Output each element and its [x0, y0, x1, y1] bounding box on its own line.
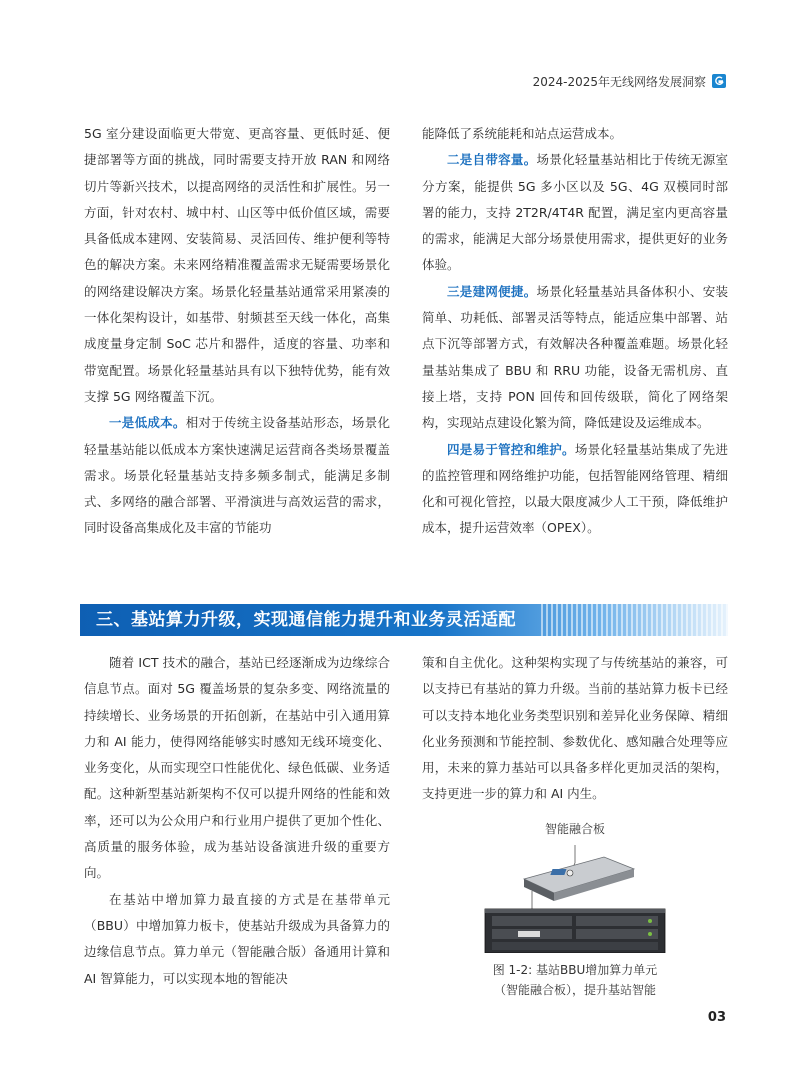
paragraph: 能降低了系统能耗和站点运营成本。 [422, 126, 623, 141]
paragraph: 在基站中增加算力最直接的方式是在基带单元（BBU）中增加算力板卡，使基站升级成为具备算力的边缘信息节点。算力单元（智能融合版）备通用计算和 AI 智算能力，可以实现本地的智能决 [84, 891, 390, 986]
brand-logo-icon [712, 74, 726, 88]
header-title: 2024-2025年无线网络发展洞察 [532, 74, 706, 89]
top-right-column [422, 121, 728, 542]
page-number: 03 [707, 1010, 726, 1025]
paragraph [422, 279, 728, 437]
section-heading-bar [80, 604, 728, 636]
paragraph [422, 147, 728, 278]
top-left-column [84, 121, 390, 542]
highlight-heading: 四是易于管控和维护。 [447, 441, 575, 457]
running-header [533, 72, 726, 90]
paragraph: 随着 ICT 技术的融合，基站已经逐渐成为边缘综合信息节点。面对 5G 覆盖场景的复杂多变、网络流量的持续增长、业务场景的开拓创新，在基站中引入通用算力和 AI 能力，使得网络能够实时感知无线环境变化、业务变化，从而实现空口性能优化、绿色低碳、业务适配。这种新型基站新架构不仅可以提升网络的性能和效率，还可以为公众用户和行业用户提供了更加个性化、高质量的服务体验，成为基站设备演进升级的重要方向。 [84, 655, 390, 881]
bottom-right-column [422, 650, 728, 808]
figure [422, 820, 728, 997]
figure-caption-line: （智能融合板），提升基站智能 [493, 983, 656, 997]
section-title: 三、基站算力升级，实现通信能力提升和业务灵活适配 [96, 610, 516, 630]
paragraph-body: 场景化轻量基站集成了先进的监控管理和网络维护功能，包括智能网络管理、精细化和可视化管控，以最大限度减少人工干预，降低维护成本，提升运营效率（OPEX）。 [422, 441, 728, 536]
bbu-board-illustration [422, 843, 728, 953]
paragraph [422, 437, 728, 542]
highlight-heading: 一是低成本。 [109, 415, 186, 431]
paragraph: 5G 室分建设面临更大带宽、更高容量、更低时延、便捷部署等方面的挑战，同时需要支持开放 RAN 和网络切片等新兴技术，以提高网络的灵活性和扩展性。另一方面，针对农村、城中村、山区等中低价值区域，需要具备低成本建网、安装简易、灵活回传、维护便利等特色的解决方案。未来网络精准覆盖需求无疑需要场景化的网络建设解决方案。场景化轻量基站通常采用紧凑的一体化架构设计，如基带、射频甚至天线一体化，高集成度量身定制 SoC 芯片和器件，适度的容量、功率和带宽配置。场景化轻量基站具有以下独特优势，能有效支撑 5G 网络覆盖下沉。 [84, 126, 390, 404]
bottom-left-column [84, 650, 390, 992]
highlight-heading: 三是建网便捷。 [447, 283, 537, 299]
paragraph [84, 410, 390, 541]
figure-caption-line: 图 1-2: 基站BBU增加算力单元 [492, 963, 658, 977]
highlight-heading: 二是自带容量。 [447, 152, 537, 168]
figure-label: 智能融合板 [544, 822, 605, 836]
paragraph-body: 相对于传统主设备基站形态，场景化轻量基站能以低成本方案快速满足运营商各类场景覆盖需求。场景化轻量基站支持多频多制式，能满足多制式、多网络的融合部署、平滑演进与高效运营的需求，同时设备高集成化及丰富的节能功 [84, 415, 390, 536]
figure-caption [422, 960, 728, 1000]
paragraph-body: 场景化轻量基站相比于传统无源室分方案，能提供 5G 多小区以及 5G、4G 双模同时部署的能力，支持 2T2R/4T4R 配置，满足室内更高容量的需求，能满足大部分场景使用需求，提供更好的业务体验。 [422, 152, 728, 273]
paragraph: 策和自主优化。这种架构实现了与传统基站的兼容，可以支持已有基站的算力升级。当前的基站算力板卡已经可以支持本地化业务类型识别和差异化业务保障、精细化业务预测和节能控制、参数优化、感知融合处理等应用，未来的算力基站可以具备多样化更加灵活的架构，支持更进一步的算力和 AI 内生。 [422, 655, 728, 802]
paragraph-body: 场景化轻量基站具备体积小、安装简单、功耗低、部署灵活等特点，能适应集中部署、站点下沉等部署方式，有效解决各种覆盖难题。场景化轻量基站集成了 BBU 和 RRU 功能，设备无需机房、直接上塔，支持 PON 回传和回传级联，简化了网络架构，实现站点建设化繁为简，降低建设及运维成本。 [422, 283, 728, 431]
